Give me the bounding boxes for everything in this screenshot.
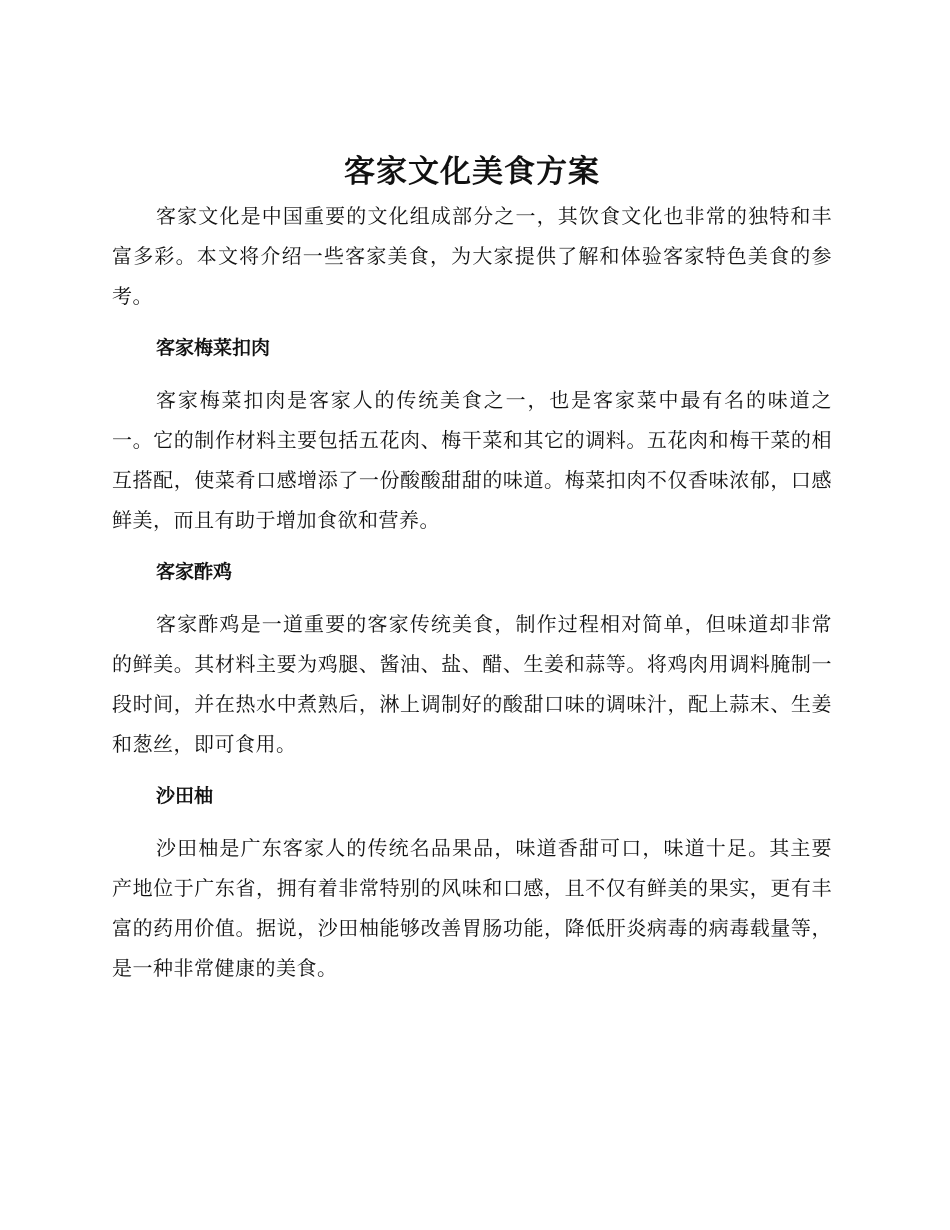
section-body-zuo-ji: 客家酢鸡是一道重要的客家传统美食，制作过程相对简单，但味道却非常的鲜美。其材料主要为鸡腿、酱油、盐、醋、生姜和蒜等。将鸡肉用调料腌制一段时间，并在热水中煮熟后，淋上调制好的酸甜口味的调味汁，配上蒜末、生姜和葱丝，即可食用。 bbox=[112, 612, 832, 756]
section-body-meicai-kourou: 客家梅菜扣肉是客家人的传统美食之一，也是客家菜中最有名的味道之一。它的制作材料主要包括五花肉、梅干菜和其它的调料。五花肉和梅干菜的相互搭配，使菜肴口感增添了一份酸酸甜甜的味道。梅菜扣肉不仅香味浓郁，口感鲜美，而且有助于增加食欲和营养。 bbox=[112, 388, 832, 532]
section-heading-zuo-ji: 客家酢鸡 bbox=[156, 561, 233, 583]
section-heading-shatian-you: 沙田柚 bbox=[156, 785, 214, 807]
intro-paragraph: 客家文化是中国重要的文化组成部分之一，其饮食文化也非常的独特和丰富多彩。本文将介绍一些客家美食，为大家提供了解和体验客家特色美食的参考。 bbox=[112, 204, 832, 308]
document-page bbox=[112, 150, 832, 988]
section-body-shatian-you: 沙田柚是广东客家人的传统名品果品，味道香甜可口，味道十足。其主要产地位于广东省，拥有着非常特别的风味和口感，且不仅有鲜美的果实，更有丰富的药用价值。据说，沙田柚能够改善胃肠功能，降低肝炎病毒的病毒载量等，是一种非常健康的美食。 bbox=[112, 836, 832, 980]
section-heading-meicai-kourou: 客家梅菜扣肉 bbox=[156, 337, 271, 359]
document-title: 客家文化美食方案 bbox=[344, 154, 600, 190]
